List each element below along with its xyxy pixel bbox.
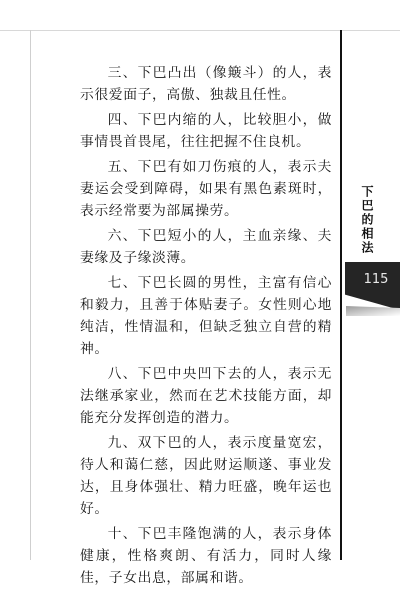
left-margin-rule <box>30 30 31 560</box>
paragraph-10: 十、下巴丰隆饱满的人，表示身体健康，性格爽朗、有活力，同时人缘佳，子女出息，部属和谐。 <box>80 526 332 586</box>
paragraph-6: 六、下巴短小的人，主血亲缘、夫妻缘及子缘淡薄。 <box>80 228 332 266</box>
paragraph-5: 五、下巴有如刀伤痕的人，表示夫妻运会受到障碍，如果有黑色素斑时，表示经常要为部属操劳。 <box>80 159 332 219</box>
body-text <box>80 62 332 592</box>
paragraph-7: 七、下巴长圆的男性，主富有信心和毅力，且善于体贴妻子。女性则心地纯洁，性情温和，但缺乏独立自营的精神。 <box>80 275 332 357</box>
paragraph-8: 八、下巴中央凹下去的人，表示无法继承家业，然而在艺术技能方面，却能充分发挥创造的潜力。 <box>80 366 332 426</box>
running-section-title: 下巴的相法 <box>360 185 374 255</box>
paragraph-9: 九、双下巴的人，表示度量宽宏，待人和蔼仁慈，因此财运顺遂、事业发达，且身体强壮、精力旺盛，晚年运也好。 <box>80 435 332 517</box>
page-number: 115 <box>363 272 389 287</box>
right-margin-rule <box>340 30 342 560</box>
paragraph-3: 三、下巴凸出（像簸斗）的人，表示很爱面子，高傲、独裁且任性。 <box>80 65 332 103</box>
page-top-border <box>0 0 400 31</box>
paragraph-4: 四、下巴内缩的人，比较胆小，做事情畏首畏尾，往往把握不住良机。 <box>80 112 332 150</box>
